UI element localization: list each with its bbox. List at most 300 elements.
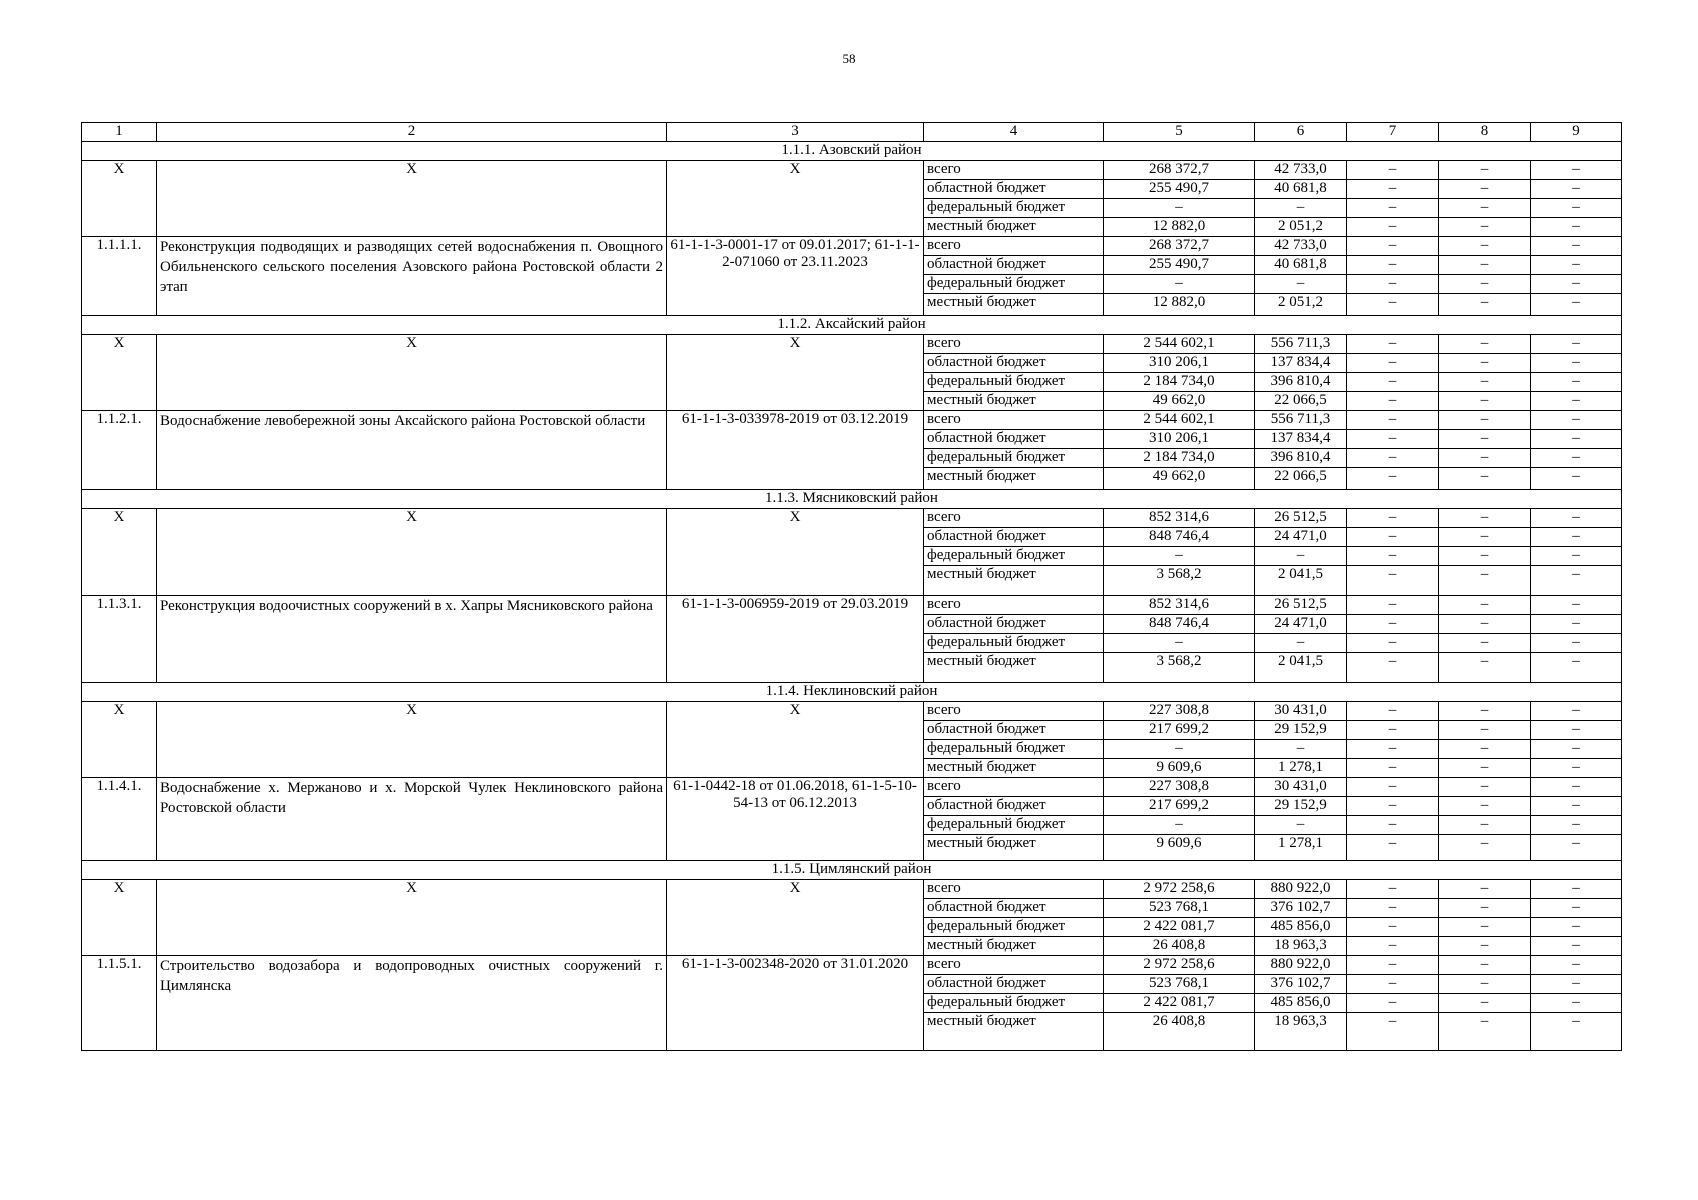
amount-col7: – — [1347, 975, 1439, 994]
amount-col6: 26 512,5 — [1255, 596, 1347, 615]
item-name: Реконструкция водоочистных сооружений в х. Хапры Мясниковского района — [157, 596, 667, 683]
amount-col8: – — [1439, 547, 1531, 566]
column-header: 1 — [82, 123, 157, 142]
amount-col7: – — [1347, 392, 1439, 411]
budget-label: всего — [924, 411, 1104, 430]
amount-col7: – — [1347, 880, 1439, 899]
amount-col6: 396 810,4 — [1255, 449, 1347, 468]
amount-col8: – — [1439, 740, 1531, 759]
amount-col9: – — [1531, 634, 1622, 653]
amount-col7: – — [1347, 835, 1439, 861]
amount-col8: – — [1439, 880, 1531, 899]
amount-col7: – — [1347, 778, 1439, 797]
budget-label: местный бюджет — [924, 566, 1104, 596]
amount-col7: – — [1347, 615, 1439, 634]
amount-col5: 217 699,2 — [1104, 797, 1255, 816]
amount-col5: 217 699,2 — [1104, 721, 1255, 740]
cell-mark: Х — [157, 702, 667, 778]
budget-label: областной бюджет — [924, 797, 1104, 816]
item-document: 61-1-1-3-033978-2019 от 03.12.2019 — [667, 411, 924, 490]
amount-col8: – — [1439, 218, 1531, 237]
amount-col5: – — [1104, 634, 1255, 653]
amount-col5: 2 422 081,7 — [1104, 918, 1255, 937]
cell-mark: Х — [82, 702, 157, 778]
amount-col6: 1 278,1 — [1255, 835, 1347, 861]
amount-col6: 30 431,0 — [1255, 702, 1347, 721]
amount-col6: 1 278,1 — [1255, 759, 1347, 778]
budget-label: федеральный бюджет — [924, 449, 1104, 468]
amount-col9: – — [1531, 816, 1622, 835]
section-total-row — [82, 702, 1622, 721]
section-title: 1.1.2. Аксайский район — [82, 316, 1622, 335]
cell-mark: Х — [157, 509, 667, 596]
amount-col5: 255 490,7 — [1104, 180, 1255, 199]
item-row — [82, 956, 1622, 975]
amount-col5: 26 408,8 — [1104, 1013, 1255, 1051]
amount-col9: – — [1531, 237, 1622, 256]
amount-col5: 2 544 602,1 — [1104, 335, 1255, 354]
amount-col7: – — [1347, 899, 1439, 918]
amount-col6: 137 834,4 — [1255, 430, 1347, 449]
amount-col5: 3 568,2 — [1104, 653, 1255, 683]
amount-col9: – — [1531, 880, 1622, 899]
amount-col7: – — [1347, 759, 1439, 778]
cell-mark: Х — [667, 880, 924, 956]
amount-col7: – — [1347, 740, 1439, 759]
amount-col5: 268 372,7 — [1104, 161, 1255, 180]
amount-col6: – — [1255, 275, 1347, 294]
amount-col9: – — [1531, 759, 1622, 778]
amount-col8: – — [1439, 294, 1531, 316]
amount-col9: – — [1531, 354, 1622, 373]
amount-col9: – — [1531, 653, 1622, 683]
amount-col9: – — [1531, 1013, 1622, 1051]
item-row — [82, 237, 1622, 256]
amount-col7: – — [1347, 294, 1439, 316]
amount-col6: 2 051,2 — [1255, 294, 1347, 316]
budget-label: областной бюджет — [924, 180, 1104, 199]
amount-col7: – — [1347, 1013, 1439, 1051]
amount-col6: 26 512,5 — [1255, 509, 1347, 528]
item-row — [82, 411, 1622, 430]
cell-mark: Х — [82, 509, 157, 596]
item-row — [82, 596, 1622, 615]
section-title-row — [82, 861, 1622, 880]
column-header: 7 — [1347, 123, 1439, 142]
amount-col7: – — [1347, 199, 1439, 218]
amount-col8: – — [1439, 430, 1531, 449]
amount-col5: 9 609,6 — [1104, 835, 1255, 861]
budget-label: всего — [924, 880, 1104, 899]
amount-col7: – — [1347, 411, 1439, 430]
amount-col9: – — [1531, 468, 1622, 490]
budget-label: всего — [924, 702, 1104, 721]
amount-col8: – — [1439, 180, 1531, 199]
column-header-row — [82, 123, 1622, 142]
amount-col9: – — [1531, 411, 1622, 430]
budget-label: всего — [924, 237, 1104, 256]
item-number: 1.1.3.1. — [82, 596, 157, 683]
budget-label: федеральный бюджет — [924, 275, 1104, 294]
amount-col6: 880 922,0 — [1255, 956, 1347, 975]
section-total-row — [82, 161, 1622, 180]
budget-table — [81, 122, 1622, 1051]
amount-col6: – — [1255, 740, 1347, 759]
amount-col7: – — [1347, 218, 1439, 237]
amount-col5: – — [1104, 547, 1255, 566]
budget-label: областной бюджет — [924, 528, 1104, 547]
amount-col6: 18 963,3 — [1255, 1013, 1347, 1051]
budget-label: местный бюджет — [924, 835, 1104, 861]
section-title-row — [82, 490, 1622, 509]
budget-label: местный бюджет — [924, 392, 1104, 411]
amount-col8: – — [1439, 835, 1531, 861]
column-header: 2 — [157, 123, 667, 142]
budget-label: областной бюджет — [924, 256, 1104, 275]
item-name: Водоснабжение левобережной зоны Аксайского района Ростовской области — [157, 411, 667, 490]
amount-col7: – — [1347, 721, 1439, 740]
amount-col8: – — [1439, 956, 1531, 975]
amount-col9: – — [1531, 180, 1622, 199]
budget-label: местный бюджет — [924, 937, 1104, 956]
cell-mark: Х — [667, 161, 924, 237]
amount-col5: 852 314,6 — [1104, 596, 1255, 615]
budget-label: областной бюджет — [924, 430, 1104, 449]
budget-label: федеральный бюджет — [924, 740, 1104, 759]
amount-col7: – — [1347, 468, 1439, 490]
amount-col7: – — [1347, 816, 1439, 835]
amount-col7: – — [1347, 994, 1439, 1013]
amount-col9: – — [1531, 430, 1622, 449]
amount-col7: – — [1347, 528, 1439, 547]
amount-col6: 556 711,3 — [1255, 411, 1347, 430]
amount-col6: 376 102,7 — [1255, 899, 1347, 918]
amount-col8: – — [1439, 721, 1531, 740]
amount-col6: 30 431,0 — [1255, 778, 1347, 797]
amount-col6: 2 041,5 — [1255, 566, 1347, 596]
amount-col6: 40 681,8 — [1255, 256, 1347, 275]
amount-col8: – — [1439, 975, 1531, 994]
amount-col9: – — [1531, 797, 1622, 816]
amount-col7: – — [1347, 275, 1439, 294]
amount-col6: – — [1255, 816, 1347, 835]
amount-col7: – — [1347, 256, 1439, 275]
amount-col6: 396 810,4 — [1255, 373, 1347, 392]
amount-col9: – — [1531, 615, 1622, 634]
amount-col5: 255 490,7 — [1104, 256, 1255, 275]
amount-col6: 2 041,5 — [1255, 653, 1347, 683]
budget-label: областной бюджет — [924, 899, 1104, 918]
cell-mark: Х — [157, 880, 667, 956]
amount-col9: – — [1531, 528, 1622, 547]
budget-label: всего — [924, 509, 1104, 528]
amount-col5: 2 422 081,7 — [1104, 994, 1255, 1013]
amount-col8: – — [1439, 596, 1531, 615]
item-document: 61-1-1-3-0001-17 от 09.01.2017; 61-1-1-2-071060 от 23.11.2023 — [667, 237, 924, 316]
amount-col6: 880 922,0 — [1255, 880, 1347, 899]
amount-col9: – — [1531, 918, 1622, 937]
column-header: 8 — [1439, 123, 1531, 142]
item-name: Строительство водозабора и водопроводных очистных сооружений г. Цимлянска — [157, 956, 667, 1051]
column-header: 4 — [924, 123, 1104, 142]
amount-col5: 2 972 258,6 — [1104, 956, 1255, 975]
amount-col6: 24 471,0 — [1255, 528, 1347, 547]
amount-col8: – — [1439, 275, 1531, 294]
cell-mark: Х — [667, 335, 924, 411]
amount-col6: – — [1255, 547, 1347, 566]
amount-col7: – — [1347, 509, 1439, 528]
item-number: 1.1.4.1. — [82, 778, 157, 861]
item-number: 1.1.2.1. — [82, 411, 157, 490]
amount-col8: – — [1439, 615, 1531, 634]
amount-col7: – — [1347, 354, 1439, 373]
section-title-row — [82, 316, 1622, 335]
budget-label: всего — [924, 778, 1104, 797]
section-total-row — [82, 880, 1622, 899]
amount-col5: 2 184 734,0 — [1104, 373, 1255, 392]
amount-col5: 12 882,0 — [1104, 294, 1255, 316]
item-name: Реконструкция подводящих и разводящих сетей водоснабжения п. Овощного Обильненского сельского поселения Азовского района Ростовской области 2 этап — [157, 237, 667, 316]
amount-col9: – — [1531, 256, 1622, 275]
amount-col9: – — [1531, 994, 1622, 1013]
amount-col7: – — [1347, 596, 1439, 615]
budget-label: областной бюджет — [924, 354, 1104, 373]
amount-col7: – — [1347, 161, 1439, 180]
cell-mark: Х — [157, 335, 667, 411]
amount-col9: – — [1531, 778, 1622, 797]
amount-col9: – — [1531, 373, 1622, 392]
item-document: 61-1-0442-18 от 01.06.2018, 61-1-5-10-54-13 от 06.12.2013 — [667, 778, 924, 861]
cell-mark: Х — [667, 509, 924, 596]
budget-label: местный бюджет — [924, 468, 1104, 490]
amount-col9: – — [1531, 161, 1622, 180]
amount-col5: 9 609,6 — [1104, 759, 1255, 778]
amount-col8: – — [1439, 392, 1531, 411]
amount-col7: – — [1347, 373, 1439, 392]
amount-col8: – — [1439, 509, 1531, 528]
amount-col9: – — [1531, 740, 1622, 759]
amount-col6: 2 051,2 — [1255, 218, 1347, 237]
budget-label: федеральный бюджет — [924, 547, 1104, 566]
budget-label: федеральный бюджет — [924, 634, 1104, 653]
amount-col5: 2 972 258,6 — [1104, 880, 1255, 899]
item-row — [82, 778, 1622, 797]
amount-col9: – — [1531, 449, 1622, 468]
budget-label: всего — [924, 956, 1104, 975]
amount-col9: – — [1531, 218, 1622, 237]
amount-col6: 42 733,0 — [1255, 161, 1347, 180]
amount-col9: – — [1531, 937, 1622, 956]
budget-label: федеральный бюджет — [924, 994, 1104, 1013]
amount-col6: 22 066,5 — [1255, 392, 1347, 411]
amount-col6: 18 963,3 — [1255, 937, 1347, 956]
amount-col8: – — [1439, 937, 1531, 956]
amount-col7: – — [1347, 918, 1439, 937]
budget-label: местный бюджет — [924, 294, 1104, 316]
amount-col8: – — [1439, 918, 1531, 937]
budget-label: местный бюджет — [924, 759, 1104, 778]
amount-col9: – — [1531, 199, 1622, 218]
amount-col5: 852 314,6 — [1104, 509, 1255, 528]
amount-col8: – — [1439, 702, 1531, 721]
amount-col7: – — [1347, 956, 1439, 975]
budget-label: федеральный бюджет — [924, 918, 1104, 937]
amount-col5: – — [1104, 740, 1255, 759]
amount-col6: 137 834,4 — [1255, 354, 1347, 373]
section-title: 1.1.4. Неклиновский район — [82, 683, 1622, 702]
section-total-row — [82, 509, 1622, 528]
amount-col5: 26 408,8 — [1104, 937, 1255, 956]
amount-col7: – — [1347, 237, 1439, 256]
amount-col7: – — [1347, 335, 1439, 354]
section-title: 1.1.3. Мясниковский район — [82, 490, 1622, 509]
amount-col6: 29 152,9 — [1255, 797, 1347, 816]
item-number: 1.1.1.1. — [82, 237, 157, 316]
cell-mark: Х — [157, 161, 667, 237]
amount-col5: 49 662,0 — [1104, 392, 1255, 411]
amount-col9: – — [1531, 275, 1622, 294]
amount-col8: – — [1439, 354, 1531, 373]
amount-col9: – — [1531, 702, 1622, 721]
amount-col6: 29 152,9 — [1255, 721, 1347, 740]
amount-col6: 485 856,0 — [1255, 994, 1347, 1013]
amount-col8: – — [1439, 759, 1531, 778]
item-document: 61-1-1-3-002348-2020 от 31.01.2020 — [667, 956, 924, 1051]
amount-col8: – — [1439, 797, 1531, 816]
amount-col5: 227 308,8 — [1104, 778, 1255, 797]
budget-label: местный бюджет — [924, 1013, 1104, 1051]
amount-col8: – — [1439, 566, 1531, 596]
amount-col9: – — [1531, 392, 1622, 411]
amount-col9: – — [1531, 566, 1622, 596]
amount-col5: – — [1104, 199, 1255, 218]
amount-col7: – — [1347, 937, 1439, 956]
amount-col5: 848 746,4 — [1104, 615, 1255, 634]
section-title: 1.1.1. Азовский район — [82, 142, 1622, 161]
amount-col6: 485 856,0 — [1255, 918, 1347, 937]
cell-mark: Х — [667, 702, 924, 778]
amount-col5: 848 746,4 — [1104, 528, 1255, 547]
amount-col8: – — [1439, 449, 1531, 468]
amount-col8: – — [1439, 237, 1531, 256]
amount-col5: 2 184 734,0 — [1104, 449, 1255, 468]
amount-col8: – — [1439, 778, 1531, 797]
item-number: 1.1.5.1. — [82, 956, 157, 1051]
amount-col5: 49 662,0 — [1104, 468, 1255, 490]
amount-col7: – — [1347, 566, 1439, 596]
amount-col9: – — [1531, 975, 1622, 994]
amount-col9: – — [1531, 509, 1622, 528]
amount-col6: – — [1255, 634, 1347, 653]
amount-col7: – — [1347, 634, 1439, 653]
amount-col6: 24 471,0 — [1255, 615, 1347, 634]
section-title-row — [82, 142, 1622, 161]
amount-col8: – — [1439, 1013, 1531, 1051]
amount-col8: – — [1439, 468, 1531, 490]
section-title: 1.1.5. Цимлянский район — [82, 861, 1622, 880]
section-total-row — [82, 335, 1622, 354]
item-name: Водоснабжение х. Мержаново и х. Морской Чулек Неклиновского района Ростовской области — [157, 778, 667, 861]
amount-col9: – — [1531, 721, 1622, 740]
amount-col5: 3 568,2 — [1104, 566, 1255, 596]
amount-col9: – — [1531, 547, 1622, 566]
amount-col5: 523 768,1 — [1104, 975, 1255, 994]
column-header: 5 — [1104, 123, 1255, 142]
amount-col7: – — [1347, 547, 1439, 566]
cell-mark: Х — [82, 161, 157, 237]
budget-label: федеральный бюджет — [924, 373, 1104, 392]
budget-label: федеральный бюджет — [924, 816, 1104, 835]
amount-col5: – — [1104, 816, 1255, 835]
amount-col5: – — [1104, 275, 1255, 294]
amount-col7: – — [1347, 797, 1439, 816]
amount-col8: – — [1439, 373, 1531, 392]
budget-label: федеральный бюджет — [924, 199, 1104, 218]
amount-col8: – — [1439, 653, 1531, 683]
amount-col6: 22 066,5 — [1255, 468, 1347, 490]
amount-col6: 376 102,7 — [1255, 975, 1347, 994]
cell-mark: Х — [82, 335, 157, 411]
column-header: 6 — [1255, 123, 1347, 142]
budget-label: областной бюджет — [924, 975, 1104, 994]
amount-col9: – — [1531, 335, 1622, 354]
budget-label: всего — [924, 335, 1104, 354]
amount-col9: – — [1531, 899, 1622, 918]
amount-col8: – — [1439, 161, 1531, 180]
amount-col9: – — [1531, 835, 1622, 861]
column-header: 3 — [667, 123, 924, 142]
budget-label: областной бюджет — [924, 615, 1104, 634]
amount-col7: – — [1347, 702, 1439, 721]
amount-col8: – — [1439, 256, 1531, 275]
amount-col6: 556 711,3 — [1255, 335, 1347, 354]
amount-col7: – — [1347, 430, 1439, 449]
amount-col8: – — [1439, 899, 1531, 918]
cell-mark: Х — [82, 880, 157, 956]
amount-col8: – — [1439, 816, 1531, 835]
amount-col7: – — [1347, 653, 1439, 683]
amount-col7: – — [1347, 449, 1439, 468]
amount-col5: 523 768,1 — [1104, 899, 1255, 918]
budget-label: всего — [924, 596, 1104, 615]
amount-col8: – — [1439, 199, 1531, 218]
amount-col5: 310 206,1 — [1104, 430, 1255, 449]
amount-col5: 12 882,0 — [1104, 218, 1255, 237]
amount-col8: – — [1439, 528, 1531, 547]
amount-col5: 2 544 602,1 — [1104, 411, 1255, 430]
column-header: 9 — [1531, 123, 1622, 142]
page-number: 58 — [842, 51, 856, 66]
amount-col9: – — [1531, 596, 1622, 615]
amount-col6: 40 681,8 — [1255, 180, 1347, 199]
amount-col6: – — [1255, 199, 1347, 218]
budget-label: местный бюджет — [924, 218, 1104, 237]
amount-col8: – — [1439, 994, 1531, 1013]
amount-col8: – — [1439, 411, 1531, 430]
amount-col9: – — [1531, 956, 1622, 975]
item-document: 61-1-1-3-006959-2019 от 29.03.2019 — [667, 596, 924, 683]
amount-col5: 268 372,7 — [1104, 237, 1255, 256]
budget-label: областной бюджет — [924, 721, 1104, 740]
budget-label: всего — [924, 161, 1104, 180]
section-title-row — [82, 683, 1622, 702]
amount-col9: – — [1531, 294, 1622, 316]
amount-col8: – — [1439, 634, 1531, 653]
table-body — [82, 123, 1622, 1051]
amount-col5: 310 206,1 — [1104, 354, 1255, 373]
amount-col5: 227 308,8 — [1104, 702, 1255, 721]
amount-col7: – — [1347, 180, 1439, 199]
